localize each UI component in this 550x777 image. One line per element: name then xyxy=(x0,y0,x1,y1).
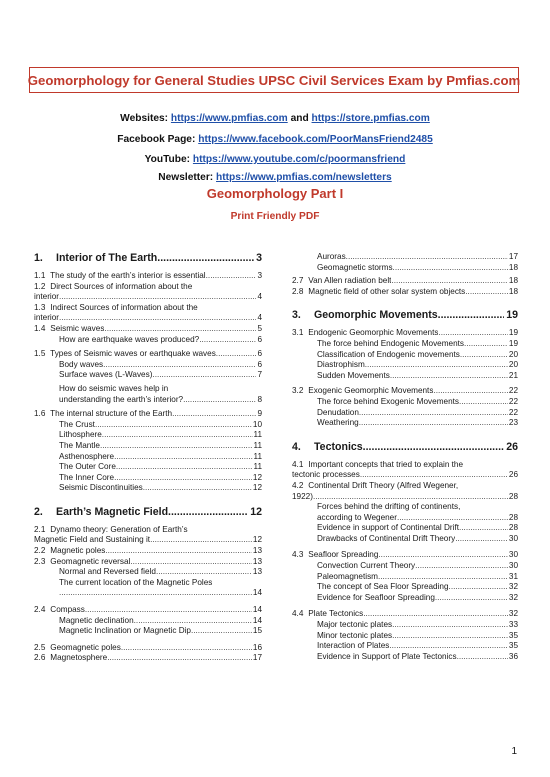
toc-chapter-4[interactable]: 4. Tectonics ..... 26 xyxy=(292,441,518,454)
toc-entry[interactable]: The concept of Sea Floor Spreading ..... 32 xyxy=(292,582,518,593)
toc-entry[interactable]: 2.4 Compass ..... 14 xyxy=(34,605,262,616)
toc-entry-cont[interactable]: 1922) ..... 28 xyxy=(292,492,518,503)
part-title: Geomorphology Part I xyxy=(206,186,344,201)
print-friendly-label: Print Friendly PDF xyxy=(230,211,320,222)
toc-entry[interactable]: Body waves ..... 6 xyxy=(34,360,262,371)
toc-entry[interactable]: 1.3 Indirect Sources of information about the xyxy=(34,302,198,312)
toc-entry[interactable]: Evidence in support of Continental Drift ..... 28 xyxy=(292,523,518,534)
toc-entry[interactable]: Magnetic declination ..... 14 xyxy=(34,616,262,627)
toc-entry[interactable]: 1.2 Direct Sources of information about the xyxy=(34,281,193,291)
toc-entry[interactable]: Asthenosphere ..... 11 xyxy=(34,452,262,463)
toc-entry[interactable]: Magnetic Inclination or Magnetic Dip ..... 15 xyxy=(34,626,262,637)
toc-entry-cont[interactable]: according to Wegener ..... 28 xyxy=(292,513,518,524)
website-link-1[interactable]: https://www.pmfias.com xyxy=(170,113,288,124)
toc-entry[interactable]: 2.5 Geomagnetic poles ..... 16 xyxy=(34,643,262,654)
toc-entry[interactable]: The force behind Endogenic Movements ..... 19 xyxy=(292,339,518,350)
toc-entry[interactable]: 3.2 Exogenic Geomorphic Movements ..... 22 xyxy=(292,386,518,397)
toc-entry[interactable]: Major tectonic plates ..... 33 xyxy=(292,620,518,631)
toc-entry[interactable]: Weathering ..... 23 xyxy=(292,418,518,429)
document-title xyxy=(29,67,519,93)
toc-entry[interactable]: 1.1 The study of the earth’s interior is essential ..... 3 xyxy=(34,271,262,282)
facebook-line: Facebook Page: https://www.facebook.com/PoorMansFriend2485 xyxy=(117,134,433,145)
toc-entry[interactable]: 1.6 The internal structure of the Earth ..... 9 xyxy=(34,409,262,420)
newsletter-link[interactable]: https://www.pmfias.com/newsletters xyxy=(216,172,392,183)
toc-entry[interactable]: 1.4 Seismic waves ..... 5 xyxy=(34,324,262,335)
toc-left-column xyxy=(34,252,262,664)
toc-entry[interactable]: Convection Current Theory ..... 30 xyxy=(292,561,518,572)
toc-entry[interactable]: 4.2 Continental Drift Theory (Alfred Wegener, xyxy=(292,480,459,490)
toc-entry[interactable]: Geomagnetic storms ..... 18 xyxy=(292,263,518,274)
toc-entry[interactable]: The force behind Exogenic Movements ..... 22 xyxy=(292,397,518,408)
toc-entry[interactable]: Denudation ..... 22 xyxy=(292,408,518,419)
toc-entry[interactable]: Paleomagnetism ..... 31 xyxy=(292,572,518,583)
toc-entry[interactable]: Forces behind the drifting of continents, xyxy=(317,502,461,512)
toc-entry[interactable]: The Inner Core ..... 12 xyxy=(34,473,262,484)
toc-entry[interactable]: Auroras ..... 17 xyxy=(292,252,518,263)
toc-entry[interactable]: Surface waves (L-Waves) ..... 7 xyxy=(34,370,262,381)
facebook-link[interactable]: https://www.facebook.com/PoorMansFriend2485 xyxy=(198,134,433,145)
toc-entry[interactable]: Diastrophism ..... 20 xyxy=(292,360,518,371)
toc-entry[interactable]: Normal and Reversed field ..... 13 xyxy=(34,567,262,578)
toc-right-column xyxy=(292,252,518,662)
toc-entry[interactable]: Drawbacks of Continental Drift Theory ..... 30 xyxy=(292,534,518,545)
toc-entry[interactable]: 2.6 Magnetosphere ..... 17 xyxy=(34,653,262,664)
toc-entry[interactable]: 3.1 Endogenic Geomorphic Movements ..... 19 xyxy=(292,328,518,339)
document-title-text: Geomorphology for General Studies UPSC Civil Services Exam by Pmfias.com xyxy=(27,72,521,88)
toc-entry[interactable]: Evidence in Support of Plate Tectonics ..... 36 xyxy=(292,652,518,663)
toc-entry-cont[interactable]: tectonic processes ..... 26 xyxy=(292,470,518,481)
website-link-2[interactable]: https://store.pmfias.com xyxy=(311,113,430,124)
toc-entry-cont[interactable]: interior ..... 4 xyxy=(34,313,262,324)
toc-entry[interactable]: Interaction of Plates ..... 35 xyxy=(292,641,518,652)
toc-entry[interactable]: How are earthquake waves produced? ..... 6 xyxy=(34,335,262,346)
toc-entry[interactable]: How do seismic waves help in xyxy=(59,383,169,393)
toc-chapter-2[interactable]: 2. Earth’s Magnetic Field ..... 12 xyxy=(34,506,262,519)
toc-entry[interactable]: The Crust ..... 10 xyxy=(34,420,262,431)
toc-entry-cont[interactable]: interior ..... 4 xyxy=(34,292,262,303)
websites-line: Websites: https://www.pmfias.com and https://store.pmfias.com xyxy=(120,113,430,124)
toc-entry[interactable]: 2.1 Dynamo theory: Generation of Earth’s xyxy=(34,524,188,534)
toc-entry[interactable]: Classification of Endogenic movements ..... 20 xyxy=(292,350,518,361)
newsletter-line: Newsletter: https://www.pmfias.com/newsletters xyxy=(158,172,392,183)
toc-entry[interactable]: Minor tectonic plates ..... 35 xyxy=(292,631,518,642)
toc-entry[interactable]: 1.5 Types of Seismic waves or earthquake waves ..... 6 xyxy=(34,349,262,360)
toc-entry-cont[interactable]: ..... 14 xyxy=(34,588,262,599)
toc-entry[interactable]: Sudden Movements ..... 21 xyxy=(292,371,518,382)
toc-entry[interactable]: Lithosphere ..... 11 xyxy=(34,430,262,441)
toc-entry[interactable]: 4.4 Plate Tectonics ..... 32 xyxy=(292,609,518,620)
toc-entry[interactable]: The Outer Core ..... 11 xyxy=(34,462,262,473)
toc-entry-cont[interactable]: understanding the earth’s interior? ..... 8 xyxy=(34,395,262,406)
toc-entry[interactable]: 2.7 Van Allen radiation belt ..... 18 xyxy=(292,276,518,287)
youtube-line: YouTube: https://www.youtube.com/c/poormansfriend xyxy=(144,154,406,165)
toc-entry[interactable]: 2.2 Magnetic poles ..... 13 xyxy=(34,546,262,557)
toc-entry[interactable]: 4.1 Important concepts that tried to explain the xyxy=(292,459,464,469)
toc-entry[interactable]: Evidence for Seafloor Spreading ..... 32 xyxy=(292,593,518,604)
page-number: 1 xyxy=(511,746,517,757)
toc-entry[interactable]: The Mantle ..... 11 xyxy=(34,441,262,452)
toc-entry[interactable]: Seismic Discontinuities ..... 12 xyxy=(34,483,262,494)
toc-entry[interactable]: 2.8 Magnetic field of other solar system objects ..... 18 xyxy=(292,287,518,298)
toc-chapter-3[interactable]: 3. Geomorphic Movements ..... 19 xyxy=(292,309,518,322)
youtube-link[interactable]: https://www.youtube.com/c/poormansfriend xyxy=(192,154,406,165)
toc-entry-cont[interactable]: Magnetic Field and Sustaining it ..... 12 xyxy=(34,535,262,546)
toc-entry[interactable]: 2.3 Geomagnetic reversal ..... 13 xyxy=(34,557,262,568)
toc-entry[interactable]: 4.3 Seafloor Spreading ..... 30 xyxy=(292,550,518,561)
toc-entry[interactable]: The current location of the Magnetic Poles xyxy=(59,577,213,587)
toc-chapter-1[interactable]: 1. Interior of The Earth ..... 3 xyxy=(34,252,262,265)
